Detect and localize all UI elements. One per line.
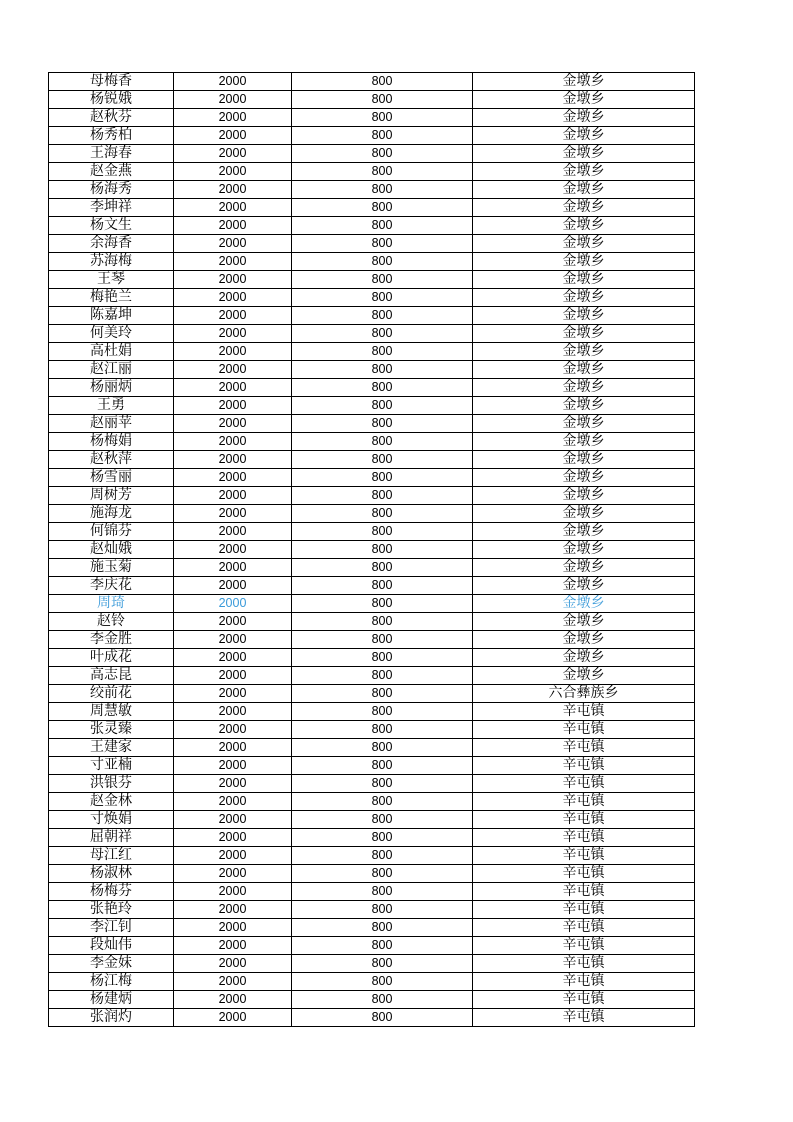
township-cell: 辛屯镇 — [473, 865, 695, 883]
name-cell: 赵铃 — [49, 613, 174, 631]
subsidy-cell: 800 — [292, 541, 473, 559]
name-cell: 李庆花 — [49, 577, 174, 595]
subsidy-cell: 800 — [292, 595, 473, 613]
subsidy-cell: 800 — [292, 505, 473, 523]
amount-cell: 2000 — [174, 541, 292, 559]
amount-cell: 2000 — [174, 91, 292, 109]
amount-cell: 2000 — [174, 829, 292, 847]
subsidy-cell: 800 — [292, 235, 473, 253]
subsidy-cell: 800 — [292, 325, 473, 343]
table-row — [49, 91, 695, 109]
table-row — [49, 865, 695, 883]
amount-cell: 2000 — [174, 73, 292, 91]
township-cell: 辛屯镇 — [473, 757, 695, 775]
amount-cell: 2000 — [174, 991, 292, 1009]
name-cell: 余海香 — [49, 235, 174, 253]
township-cell: 辛屯镇 — [473, 775, 695, 793]
table-row — [49, 721, 695, 739]
table-row — [49, 937, 695, 955]
table-row — [49, 325, 695, 343]
name-cell: 赵秋萍 — [49, 451, 174, 469]
table-row — [49, 757, 695, 775]
township-cell: 辛屯镇 — [473, 739, 695, 757]
township-cell: 辛屯镇 — [473, 793, 695, 811]
township-cell: 辛屯镇 — [473, 811, 695, 829]
subsidy-cell: 800 — [292, 145, 473, 163]
name-cell: 母江红 — [49, 847, 174, 865]
township-cell: 金墩乡 — [473, 469, 695, 487]
subsidy-cell: 800 — [292, 577, 473, 595]
amount-cell: 2000 — [174, 127, 292, 145]
table-row — [49, 379, 695, 397]
table-row — [49, 271, 695, 289]
township-cell: 金墩乡 — [473, 631, 695, 649]
name-cell: 李江钊 — [49, 919, 174, 937]
table-row — [49, 361, 695, 379]
name-cell: 王勇 — [49, 397, 174, 415]
township-cell: 辛屯镇 — [473, 991, 695, 1009]
name-cell: 赵金林 — [49, 793, 174, 811]
table-row — [49, 955, 695, 973]
name-cell: 李坤祥 — [49, 199, 174, 217]
amount-cell: 2000 — [174, 811, 292, 829]
subsidy-cell: 800 — [292, 649, 473, 667]
township-cell: 金墩乡 — [473, 595, 695, 613]
table-row — [49, 811, 695, 829]
township-cell: 金墩乡 — [473, 613, 695, 631]
table-row — [49, 253, 695, 271]
subsidy-cell: 800 — [292, 847, 473, 865]
amount-cell: 2000 — [174, 595, 292, 613]
township-cell: 金墩乡 — [473, 289, 695, 307]
subsidy-cell: 800 — [292, 739, 473, 757]
table-row — [49, 649, 695, 667]
amount-cell: 2000 — [174, 451, 292, 469]
township-cell: 金墩乡 — [473, 145, 695, 163]
name-cell: 叶成花 — [49, 649, 174, 667]
amount-cell: 2000 — [174, 865, 292, 883]
name-cell: 赵金燕 — [49, 163, 174, 181]
subsidy-cell: 800 — [292, 937, 473, 955]
township-cell: 金墩乡 — [473, 433, 695, 451]
amount-cell: 2000 — [174, 523, 292, 541]
table-row — [49, 307, 695, 325]
subsidy-cell: 800 — [292, 289, 473, 307]
table-row — [49, 127, 695, 145]
township-cell: 辛屯镇 — [473, 703, 695, 721]
township-cell: 金墩乡 — [473, 343, 695, 361]
table-row — [49, 973, 695, 991]
amount-cell: 2000 — [174, 271, 292, 289]
table-row — [49, 289, 695, 307]
amount-cell: 2000 — [174, 397, 292, 415]
subsidy-cell: 800 — [292, 613, 473, 631]
name-cell: 杨雪丽 — [49, 469, 174, 487]
township-cell: 辛屯镇 — [473, 1009, 695, 1027]
name-cell: 杨海秀 — [49, 181, 174, 199]
name-cell: 李金妹 — [49, 955, 174, 973]
table-body — [49, 73, 695, 1027]
township-cell: 金墩乡 — [473, 451, 695, 469]
township-cell: 辛屯镇 — [473, 973, 695, 991]
table-row — [49, 523, 695, 541]
name-cell: 周树芳 — [49, 487, 174, 505]
name-cell: 周慧敏 — [49, 703, 174, 721]
data-table — [48, 72, 695, 1027]
township-cell: 辛屯镇 — [473, 829, 695, 847]
amount-cell: 2000 — [174, 505, 292, 523]
subsidy-cell: 800 — [292, 811, 473, 829]
table-row — [49, 343, 695, 361]
table-row — [49, 559, 695, 577]
name-cell: 杨丽炳 — [49, 379, 174, 397]
name-cell: 陈嘉坤 — [49, 307, 174, 325]
table-row — [49, 883, 695, 901]
table-row — [49, 505, 695, 523]
table-row — [49, 667, 695, 685]
name-cell: 赵灿娥 — [49, 541, 174, 559]
township-cell: 金墩乡 — [473, 271, 695, 289]
subsidy-cell: 800 — [292, 757, 473, 775]
township-cell: 金墩乡 — [473, 235, 695, 253]
amount-cell: 2000 — [174, 235, 292, 253]
name-cell: 周琦 — [49, 595, 174, 613]
table-row — [49, 685, 695, 703]
name-cell: 杨淑林 — [49, 865, 174, 883]
subsidy-cell: 800 — [292, 829, 473, 847]
table-row — [49, 631, 695, 649]
amount-cell: 2000 — [174, 361, 292, 379]
table-row — [49, 235, 695, 253]
name-cell: 杨锐娥 — [49, 91, 174, 109]
amount-cell: 2000 — [174, 973, 292, 991]
township-cell: 辛屯镇 — [473, 847, 695, 865]
table-row — [49, 901, 695, 919]
amount-cell: 2000 — [174, 703, 292, 721]
table-row — [49, 829, 695, 847]
name-cell: 苏海梅 — [49, 253, 174, 271]
township-cell: 金墩乡 — [473, 181, 695, 199]
township-cell: 金墩乡 — [473, 523, 695, 541]
name-cell: 赵江丽 — [49, 361, 174, 379]
township-cell: 金墩乡 — [473, 73, 695, 91]
table-row — [49, 595, 695, 613]
amount-cell: 2000 — [174, 217, 292, 235]
name-cell: 杨江梅 — [49, 973, 174, 991]
table-row — [49, 415, 695, 433]
township-cell: 金墩乡 — [473, 361, 695, 379]
subsidy-cell: 800 — [292, 523, 473, 541]
name-cell: 施海龙 — [49, 505, 174, 523]
subsidy-cell: 800 — [292, 253, 473, 271]
subsidy-cell: 800 — [292, 667, 473, 685]
township-cell: 金墩乡 — [473, 127, 695, 145]
subsidy-cell: 800 — [292, 487, 473, 505]
amount-cell: 2000 — [174, 181, 292, 199]
table-row — [49, 541, 695, 559]
name-cell: 张润灼 — [49, 1009, 174, 1027]
amount-cell: 2000 — [174, 793, 292, 811]
name-cell: 杨建炳 — [49, 991, 174, 1009]
table-row — [49, 775, 695, 793]
table-row — [49, 487, 695, 505]
table-row — [49, 181, 695, 199]
table-row — [49, 793, 695, 811]
amount-cell: 2000 — [174, 757, 292, 775]
subsidy-cell: 800 — [292, 379, 473, 397]
name-cell: 杨梅芬 — [49, 883, 174, 901]
township-cell: 金墩乡 — [473, 541, 695, 559]
township-cell: 六合彝族乡 — [473, 685, 695, 703]
table-row — [49, 991, 695, 1009]
amount-cell: 2000 — [174, 721, 292, 739]
township-cell: 辛屯镇 — [473, 721, 695, 739]
table-row — [49, 703, 695, 721]
name-cell: 何美玲 — [49, 325, 174, 343]
amount-cell: 2000 — [174, 433, 292, 451]
name-cell: 王琴 — [49, 271, 174, 289]
township-cell: 金墩乡 — [473, 397, 695, 415]
name-cell: 施玉菊 — [49, 559, 174, 577]
township-cell: 金墩乡 — [473, 217, 695, 235]
amount-cell: 2000 — [174, 937, 292, 955]
name-cell: 梅艳兰 — [49, 289, 174, 307]
table-row — [49, 73, 695, 91]
name-cell: 高志昆 — [49, 667, 174, 685]
amount-cell: 2000 — [174, 919, 292, 937]
township-cell: 金墩乡 — [473, 505, 695, 523]
table-row — [49, 163, 695, 181]
table-row — [49, 919, 695, 937]
subsidy-cell: 800 — [292, 307, 473, 325]
subsidy-cell: 800 — [292, 109, 473, 127]
amount-cell: 2000 — [174, 253, 292, 271]
table-row — [49, 1009, 695, 1027]
amount-cell: 2000 — [174, 289, 292, 307]
amount-cell: 2000 — [174, 883, 292, 901]
subsidy-cell: 800 — [292, 181, 473, 199]
amount-cell: 2000 — [174, 1009, 292, 1027]
name-cell: 屈朝祥 — [49, 829, 174, 847]
name-cell: 高杜娟 — [49, 343, 174, 361]
subsidy-cell: 800 — [292, 163, 473, 181]
amount-cell: 2000 — [174, 415, 292, 433]
township-cell: 金墩乡 — [473, 307, 695, 325]
subsidy-cell: 800 — [292, 397, 473, 415]
township-cell: 金墩乡 — [473, 649, 695, 667]
table-row — [49, 577, 695, 595]
name-cell: 母梅香 — [49, 73, 174, 91]
township-cell: 金墩乡 — [473, 577, 695, 595]
name-cell: 段灿伟 — [49, 937, 174, 955]
township-cell: 辛屯镇 — [473, 955, 695, 973]
amount-cell: 2000 — [174, 307, 292, 325]
table-row — [49, 109, 695, 127]
amount-cell: 2000 — [174, 577, 292, 595]
amount-cell: 2000 — [174, 379, 292, 397]
amount-cell: 2000 — [174, 685, 292, 703]
table-row — [49, 469, 695, 487]
subsidy-cell: 800 — [292, 199, 473, 217]
table-row — [49, 613, 695, 631]
amount-cell: 2000 — [174, 487, 292, 505]
subsidy-cell: 800 — [292, 901, 473, 919]
table-row — [49, 397, 695, 415]
amount-cell: 2000 — [174, 559, 292, 577]
subsidy-cell: 800 — [292, 91, 473, 109]
name-cell: 寸焕娟 — [49, 811, 174, 829]
township-cell: 金墩乡 — [473, 109, 695, 127]
township-cell: 辛屯镇 — [473, 919, 695, 937]
township-cell: 金墩乡 — [473, 199, 695, 217]
name-cell: 王建家 — [49, 739, 174, 757]
amount-cell: 2000 — [174, 109, 292, 127]
subsidy-cell: 800 — [292, 1009, 473, 1027]
amount-cell: 2000 — [174, 739, 292, 757]
subsidy-cell: 800 — [292, 865, 473, 883]
amount-cell: 2000 — [174, 649, 292, 667]
table-row — [49, 451, 695, 469]
subsidy-cell: 800 — [292, 433, 473, 451]
township-cell: 金墩乡 — [473, 559, 695, 577]
subsidy-cell: 800 — [292, 721, 473, 739]
township-cell: 金墩乡 — [473, 379, 695, 397]
name-cell: 杨梅娟 — [49, 433, 174, 451]
amount-cell: 2000 — [174, 469, 292, 487]
township-cell: 辛屯镇 — [473, 937, 695, 955]
amount-cell: 2000 — [174, 775, 292, 793]
subsidy-cell: 800 — [292, 685, 473, 703]
name-cell: 杨秀柏 — [49, 127, 174, 145]
name-cell: 赵秋芬 — [49, 109, 174, 127]
amount-cell: 2000 — [174, 343, 292, 361]
township-cell: 金墩乡 — [473, 253, 695, 271]
township-cell: 金墩乡 — [473, 325, 695, 343]
subsidy-cell: 800 — [292, 703, 473, 721]
amount-cell: 2000 — [174, 163, 292, 181]
subsidy-cell: 800 — [292, 469, 473, 487]
table-row — [49, 217, 695, 235]
township-cell: 金墩乡 — [473, 415, 695, 433]
subsidy-cell: 800 — [292, 883, 473, 901]
name-cell: 王海春 — [49, 145, 174, 163]
subsidy-cell: 800 — [292, 631, 473, 649]
subsidy-cell: 800 — [292, 127, 473, 145]
township-cell: 金墩乡 — [473, 91, 695, 109]
subsidy-cell: 800 — [292, 271, 473, 289]
township-cell: 辛屯镇 — [473, 901, 695, 919]
name-cell: 张艳玲 — [49, 901, 174, 919]
table-row — [49, 847, 695, 865]
amount-cell: 2000 — [174, 613, 292, 631]
amount-cell: 2000 — [174, 847, 292, 865]
name-cell: 赵丽苹 — [49, 415, 174, 433]
subsidy-cell: 800 — [292, 415, 473, 433]
subsidy-cell: 800 — [292, 991, 473, 1009]
name-cell: 绞前花 — [49, 685, 174, 703]
subsidy-cell: 800 — [292, 361, 473, 379]
name-cell: 张灵臻 — [49, 721, 174, 739]
amount-cell: 2000 — [174, 145, 292, 163]
subsidy-cell: 800 — [292, 343, 473, 361]
township-cell: 金墩乡 — [473, 163, 695, 181]
subsidy-cell: 800 — [292, 919, 473, 937]
table-row — [49, 739, 695, 757]
name-cell: 洪银芬 — [49, 775, 174, 793]
amount-cell: 2000 — [174, 901, 292, 919]
table-row — [49, 433, 695, 451]
subsidy-cell: 800 — [292, 955, 473, 973]
table-row — [49, 145, 695, 163]
amount-cell: 2000 — [174, 667, 292, 685]
amount-cell: 2000 — [174, 199, 292, 217]
subsidy-cell: 800 — [292, 73, 473, 91]
subsidy-cell: 800 — [292, 559, 473, 577]
subsidy-cell: 800 — [292, 793, 473, 811]
name-cell: 寸亚楠 — [49, 757, 174, 775]
township-cell: 金墩乡 — [473, 667, 695, 685]
name-cell: 李金胜 — [49, 631, 174, 649]
subsidy-cell: 800 — [292, 217, 473, 235]
amount-cell: 2000 — [174, 325, 292, 343]
subsidy-cell: 800 — [292, 775, 473, 793]
name-cell: 何锦芬 — [49, 523, 174, 541]
name-cell: 杨文生 — [49, 217, 174, 235]
subsidy-cell: 800 — [292, 973, 473, 991]
amount-cell: 2000 — [174, 631, 292, 649]
subsidy-cell: 800 — [292, 451, 473, 469]
township-cell: 辛屯镇 — [473, 883, 695, 901]
amount-cell: 2000 — [174, 955, 292, 973]
table-row — [49, 199, 695, 217]
township-cell: 金墩乡 — [473, 487, 695, 505]
